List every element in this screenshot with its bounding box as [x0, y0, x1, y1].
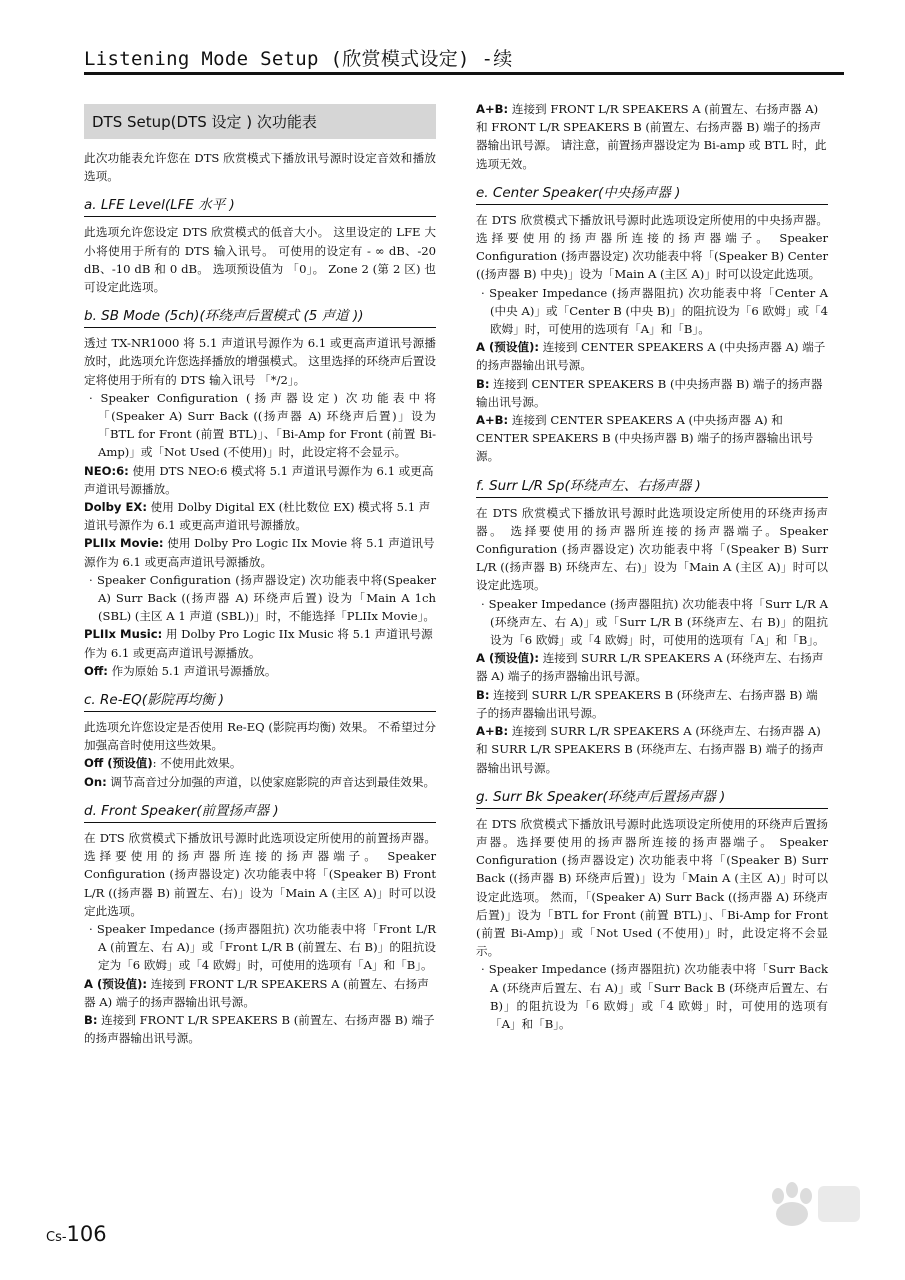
lfe-paragraph: 此选项允许您设定 DTS 欣赏模式的低音大小。 这里设定的 LFE 大小将使用于所有的 DTS 输入讯号。 可使用的设定有 - ∞ dB、-20 dB、-10 dB 和 0 dB。 选项预设值为 「0」。 Zone 2 (第 2 区) 也可设定此选项。 — [84, 225, 436, 295]
option-label: Off: — [84, 663, 108, 678]
option-center-a — [476, 338, 828, 374]
surr-lr-note: · Speaker Impedance (扬声器阻抗) 次功能表中将「Surr L/R A (环绕声左、右 A)」或「Surr L/R B (环绕声左、右 B)」的阻抗设为「6 欧姆」或「4 欧姆」时，可使用的选项有「A」和「B」。 — [481, 596, 828, 648]
option-dolby-ex — [84, 498, 436, 534]
page-number-value: 106 — [66, 1222, 107, 1246]
option-label: B: — [84, 1012, 98, 1027]
option-pliix-music — [84, 625, 436, 661]
left-column — [84, 104, 436, 1047]
option-text: 使用 Dolby Pro Logic IIx Movie 将 5.1 声道讯号源作为 6.1 或更高声道讯号源播放。 — [84, 536, 435, 569]
option-text: 调节高音过分加强的声道，以使家庭影院的声音达到最佳效果。 — [106, 774, 436, 789]
heading-front-speaker: d. Front Speaker(前置扬声器 ) — [84, 799, 436, 823]
option-re-eq-off — [84, 754, 436, 772]
option-text: : 不使用此效果。 — [152, 756, 242, 771]
option-label: On: — [84, 774, 107, 789]
surr-lr-paragraph: 在 DTS 欣赏模式下播放讯号源时此选项设定所使用的环绕声扬声器。 选择要使用的扬声器所连接的扬声器端子。Speaker Configuration (扬声器设定) 次功能表中将「(Speaker B) Surr L/R ((扬声器 B) 环绕声左、右)」设为「Main A (主区 A)」时可以设定此选项。 — [476, 505, 828, 593]
option-text: 连接到 CENTER SPEAKERS A (中央扬声器 A) 端子的扬声器输出讯号源。 — [476, 340, 826, 373]
option-text: 作为原始 5.1 声道讯号源播放。 — [107, 663, 277, 678]
page-header-title: Listening Mode Setup (欣赏模式设定) -续 — [84, 48, 513, 70]
option-center-ab — [476, 411, 828, 466]
option-neo6 — [84, 462, 436, 498]
option-text: 用 Dolby Pro Logic IIx Music 将 5.1 声道讯号源作为 6.1 或更高声道讯号源播放。 — [84, 627, 433, 660]
option-text: 使用 Dolby Digital EX (杜比数位 EX) 模式将 5.1 声道讯号源作为 6.1 或更高声道讯号源播放。 — [84, 500, 431, 533]
option-label: A+B: — [476, 102, 509, 116]
option-re-eq-on — [84, 773, 436, 791]
option-text: 连接到 CENTER SPEAKERS B (中央扬声器 B) 端子的扬声器输出讯号源。 — [476, 376, 823, 409]
option-label: PLIIx Movie: — [84, 536, 164, 551]
header-rule — [84, 72, 844, 75]
option-pliix-movie — [84, 534, 436, 570]
heading-surr-lr-speaker: f. Surr L/R Sp(环绕声左、右扬声器 ) — [476, 474, 828, 498]
option-surr-b — [476, 686, 828, 722]
option-text: 连接到 FRONT L/R SPEAKERS A (前置左、右扬声器 A) 和 FRONT L/R SPEAKERS B (前置左、右扬声器 B) 端子的扬声器输出讯号源。 请注意，前置扬声器设定为 Bi-amp 或 BTL 时，此选项无效。 — [476, 102, 827, 171]
option-text: 连接到 FRONT L/R SPEAKERS B (前置左、右扬声器 B) 端子的扬声器输出讯号源。 — [84, 1012, 435, 1046]
section-title: DTS Setup(DTS 设定 ) 次功能表 — [84, 104, 436, 139]
option-text: 使用 DTS NEO:6 模式将 5.1 声道讯号源作为 6.1 或更高声道讯号源播放。 — [84, 463, 434, 496]
option-text: 连接到 SURR L/R SPEAKERS B (环绕声左、右扬声器 B) 端子的扬声器输出讯号源。 — [476, 687, 818, 720]
heading-re-eq: c. Re-EQ(影院再均衡 ) — [84, 688, 436, 712]
front-speaker-paragraph: 在 DTS 欣赏模式下播放讯号源时此选项设定所使用的前置扬声器。 选择要使用的扬声器所连接的扬声器端子。 Speaker Configuration (扬声器设定) 次功能表中将「(Speaker B) Front L/R ((扬声器 B) 前置左、右)」设为「Main A (主区 A)」时可以设定此选项。 — [84, 830, 436, 918]
sb-mode-paragraph: 透过 TX-NR1000 将 5.1 声道讯号源作为 6.1 或更高声道讯号源播放时，此选项允许您选择播放的增强模式。 这里选择的环绕声后置设定将使用于所有的 DTS 输入讯号 「*/2」。 — [84, 336, 436, 387]
surr-back-paragraph: 在 DTS 欣赏模式下播放讯号源时此选项设定所使用的环绕声后置扬声器。选择要使用的扬声器所连接的扬声器端子。 Speaker Configuration (扬声器设定) 次功能表中将「(Speaker B) Surr Back ((扬声器 B) 环绕声后置)」设为「Main A (主区 A)」时可以设定此选项。 然而，「(Speaker A) Surr Back ((扬声器 A) 环绕声后置)」设为「BTL for Front (前置 BTL)」、「Bi-Amp for Front (前置 Bi-Amp)」或「Not Used (不使用)」时，此设定将不会显示。 — [476, 816, 828, 959]
option-label: A+B: — [476, 413, 509, 428]
re-eq-paragraph: 此选项允许您设定是否使用 Re-EQ (影院再均衡) 效果。 不希望过分加强高音时使用这些效果。 — [84, 720, 436, 753]
option-text: 连接到 SURR L/R SPEAKERS A (环绕声左、右扬声器 A) 端子的扬声器输出讯号源。 — [476, 651, 824, 684]
option-label: A (预设值): — [476, 651, 540, 666]
surr-back-note: · Speaker Impedance (扬声器阻抗) 次功能表中将「Surr Back A (环绕声后置左、右 A)」或「Surr Back B (环绕声后置左、右 B)」的阻抗设为「6 欧姆」或「4 欧姆」时，可使用的选项有「A」和「B」。 — [481, 962, 828, 1031]
option-label: B: — [476, 376, 490, 391]
heading-center-speaker: e. Center Speaker(中央扬声器 ) — [476, 181, 828, 205]
option-label: Off (预设值) — [84, 756, 153, 771]
heading-surr-back-speaker: g. Surr Bk Speaker(环绕声后置扬声器 ) — [476, 785, 828, 809]
option-text: 连接到 CENTER SPEAKERS A (中央扬声器 A) 和 CENTER SPEAKERS B (中央扬声器 B) 端子的扬声器输出讯号源。 — [476, 413, 814, 464]
option-surr-a — [476, 649, 828, 685]
option-front-b — [84, 1011, 436, 1047]
baidu-watermark-icon — [748, 1168, 878, 1248]
heading-lfe-level: a. LFE Level(LFE 水平 ) — [84, 193, 436, 217]
sb-mode-note-1: · Speaker Configuration (扬声器设定) 次功能表中将「(Speaker A) Surr Back ((扬声器 A) 环绕声后置)」设为「BTL for Front (前置 BTL)」、「Bi-Amp for Front (前置 Bi-Amp)」或「Not Used (不使用)」时，此设定将不会显示。 — [89, 390, 436, 460]
option-front-ab — [476, 100, 828, 173]
option-center-b — [476, 375, 828, 411]
option-label: B: — [476, 687, 490, 702]
option-surr-ab — [476, 722, 828, 777]
option-label: A (预设值): — [84, 976, 148, 991]
option-label: Dolby EX: — [84, 500, 147, 515]
front-speaker-note: · Speaker Impedance (扬声器阻抗) 次功能表中将「Front L/R A (前置左、右 A)」或「Front L/R B (前置左、右 B)」的阻抗设定为「6 欧姆」或「4 欧姆」时，可使用的选项有「A」和「B」。 — [89, 921, 436, 973]
page-number — [46, 1222, 107, 1246]
center-speaker-paragraph: 在 DTS 欣赏模式下播放讯号源时此选项设定所使用的中央扬声器。 选择要使用的扬声器所连接的扬声器端子。 Speaker Configuration (扬声器设定) 次功能表中将「(Speaker B) Center ((扬声器 B) 中央)」设为「Main A (主区 A)」时可以设定此选项。 — [476, 212, 828, 282]
option-text: 连接到 SURR L/R SPEAKERS A (环绕声左、右扬声器 A) 和 SURR L/R SPEAKERS B (环绕声左、右扬声器 B) 端子的扬声器输出讯号源。 — [476, 724, 824, 775]
option-label: A+B: — [476, 724, 509, 739]
intro-paragraph: 此次功能表允许您在 DTS 欣赏模式下播放讯号源时设定音效和播放选项。 — [84, 151, 436, 184]
sb-mode-note-2: · Speaker Configuration (扬声器设定) 次功能表中将(Speaker A) Surr Back ((扬声器 A) 环绕声后置) 设为「Main A 1ch (SBL) (主区 A 1 声道 (SBL))」时，不能选择「PLIIx Movie」。 — [89, 572, 436, 624]
option-front-a — [84, 975, 436, 1011]
option-label: A (预设值): — [476, 340, 540, 355]
center-speaker-note: · Speaker Impedance (扬声器阻抗) 次功能表中将「Center A (中央 A)」或「Center B (中央 B)」的阻抗设为「6 欧姆」或「4 欧姆」时，可使用的选项有「A」和「B」。 — [481, 285, 828, 337]
page-number-prefix: Cs- — [46, 1230, 67, 1245]
option-off — [84, 662, 436, 680]
option-label: NEO:6: — [84, 463, 129, 478]
option-label: PLIIx Music: — [84, 627, 163, 642]
heading-sb-mode: b. SB Mode (5ch)(环绕声后置模式 (5 声道 )) — [84, 304, 436, 328]
right-column — [476, 100, 828, 1033]
option-text: 连接到 FRONT L/R SPEAKERS A (前置左、右扬声器 A) 端子的扬声器输出讯号源。 — [84, 976, 429, 1009]
